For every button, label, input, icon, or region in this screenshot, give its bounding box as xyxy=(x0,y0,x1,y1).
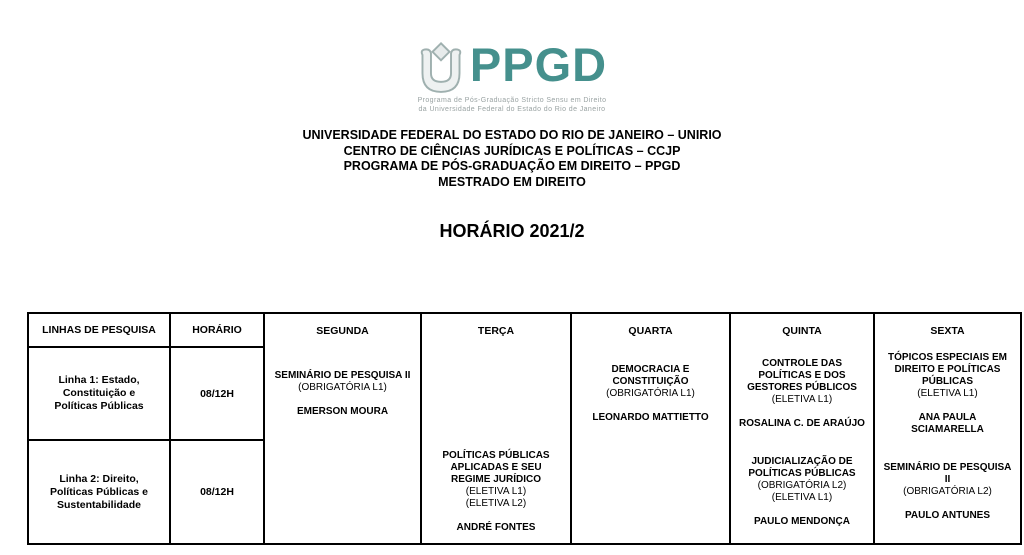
logo-tagline-line2: da Universidade Federal do Estado do Rio de Janeiro xyxy=(418,105,606,113)
course-tag: (OBRIGATÓRIA L1) xyxy=(298,381,387,393)
course-tag: (ELETIVA L1) xyxy=(465,485,527,497)
course-tag: (ELETIVA L1) xyxy=(771,491,833,503)
org-header-line-degree: MESTRADO EM DIREITO xyxy=(438,174,586,189)
course-tag: (ELETIVA L1) xyxy=(917,387,978,399)
course-name: DEMOCRACIA E CONSTITUIÇÃO xyxy=(611,363,690,387)
time-slot: 08/12H xyxy=(170,347,264,440)
empty-cell-segunda-linha2 xyxy=(264,440,421,544)
course-tag: (OBRIGATÓRIA L2) xyxy=(757,479,847,491)
professor-name: PAULO ANTUNES xyxy=(905,509,990,521)
course-name: CONTROLE DAS POLÍTICAS E DOS GESTORES PÚBLICOS xyxy=(747,357,857,393)
time-slot: 08/12H xyxy=(170,440,264,544)
logo-tagline-line1: Programa de Pós-Graduação Stricto Sensu em Direito xyxy=(417,97,607,104)
course-cell-sexta-linha1 xyxy=(874,347,1021,440)
ppgd-logo xyxy=(0,40,1024,114)
course-cell-quarta-linha1 xyxy=(571,347,730,440)
course-tag: (ELETIVA L2) xyxy=(465,497,527,509)
schedule-table xyxy=(27,312,1022,545)
course-tag: (OBRIGATÓRIA L2) xyxy=(903,485,992,497)
professor-name: EMERSON MOURA xyxy=(296,405,389,417)
course-name: TÓPICOS ESPECIAIS EM DIREITO E POLÍTICAS PÚBLICAS xyxy=(888,351,1007,387)
column-header-quarta: QUARTA xyxy=(571,313,730,347)
course-name: SEMINÁRIO DE PESQUISA II xyxy=(883,461,1012,485)
logo-acronym: PPGD xyxy=(469,38,608,91)
empty-cell-terca-linha1 xyxy=(421,347,571,440)
research-line-label: Linha 1: Estado, Constituição e Políticas Públicas xyxy=(28,347,170,440)
table-row-linha1 xyxy=(28,347,1021,440)
course-tag: (ELETIVA L1) xyxy=(771,393,833,405)
professor-name: ANA PAULA SCIAMARELLA xyxy=(911,411,984,435)
professor-name: ROSALINA C. DE ARAÚJO xyxy=(739,417,865,429)
page-title: HORÁRIO 2021/2 xyxy=(439,221,585,241)
course-name: POLÍTICAS PÚBLICAS APLICADAS E SEU REGIME JURÍDICO xyxy=(442,449,550,485)
column-header-quinta: QUINTA xyxy=(730,313,874,347)
column-header-terca: TERÇA xyxy=(421,313,571,347)
professor-name: LEONARDO MATTIETTO xyxy=(592,411,709,423)
course-cell-quinta-linha1 xyxy=(730,347,874,440)
table-row-linha2 xyxy=(28,440,1021,544)
course-cell-segunda-linha1 xyxy=(264,347,421,440)
column-header-segunda: SEGUNDA xyxy=(264,313,421,347)
professor-name: PAULO MENDONÇA xyxy=(754,515,850,527)
org-header-line-program: PROGRAMA DE PÓS-GRADUAÇÃO EM DIREITO – PPGD xyxy=(343,159,681,173)
empty-cell-quarta-linha2 xyxy=(571,440,730,544)
course-cell-quinta-linha2 xyxy=(730,440,874,544)
research-line-label: Linha 2: Direito, Políticas Públicas e Sustentabilidade xyxy=(28,440,170,544)
course-tag: (OBRIGATÓRIA L1) xyxy=(606,387,695,399)
header-row xyxy=(28,313,1021,347)
course-name: JUDICIALIZAÇÃO DE POLÍTICAS PÚBLICAS xyxy=(748,455,856,479)
unirio-logo-icon xyxy=(417,41,465,95)
org-header xyxy=(0,128,1024,190)
column-header-linhas: LINHAS DE PESQUISA xyxy=(28,313,170,347)
column-header-sexta: SEXTA xyxy=(874,313,1021,347)
logo-tagline xyxy=(0,97,1024,114)
column-header-horario: HORÁRIO xyxy=(170,313,264,347)
course-cell-sexta-linha2 xyxy=(874,440,1021,544)
professor-name: ANDRÉ FONTES xyxy=(456,521,536,533)
course-cell-terca-linha2 xyxy=(421,440,571,544)
org-header-line-center: CENTRO DE CIÊNCIAS JURÍDICAS E POLÍTICAS – CCJP xyxy=(343,143,681,158)
org-header-line-university: UNIVERSIDADE FEDERAL DO ESTADO DO RIO DE JANEIRO – UNIRIO xyxy=(302,128,722,142)
course-name: SEMINÁRIO DE PESQUISA II xyxy=(274,369,411,381)
